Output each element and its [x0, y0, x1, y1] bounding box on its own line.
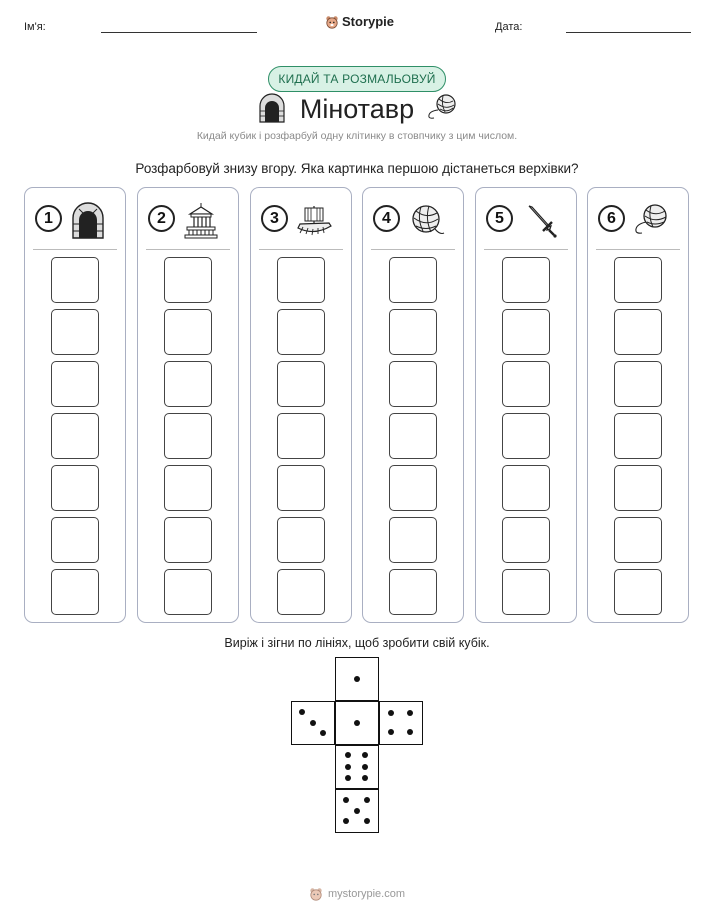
die-pip [345, 752, 351, 758]
color-cell[interactable] [51, 517, 99, 563]
column-number: 5 [486, 205, 513, 232]
die-pip [362, 752, 368, 758]
color-cell[interactable] [614, 309, 662, 355]
die-face-4 [379, 701, 423, 745]
die-face-1 [335, 701, 379, 745]
column-number: 3 [261, 205, 288, 232]
column-divider [146, 249, 230, 250]
brand-logo [325, 14, 394, 29]
column-divider [596, 249, 680, 250]
column-header [25, 188, 125, 250]
die-pip [364, 797, 370, 803]
cut-instruction: Виріж і зігни по лініях, щоб зробити свій кубік. [224, 636, 490, 650]
die-pip [345, 775, 351, 781]
color-cell[interactable] [277, 465, 325, 511]
color-cell[interactable] [389, 465, 437, 511]
die-pip [388, 729, 394, 735]
brand-name: Storypie [342, 14, 395, 29]
die-face-3 [291, 701, 335, 745]
color-cell[interactable] [51, 465, 99, 511]
color-cell[interactable] [389, 413, 437, 459]
color-cell[interactable] [277, 309, 325, 355]
die-pip [345, 764, 351, 770]
name-label: Ім'я: [24, 21, 46, 33]
die-pip [407, 710, 413, 716]
ancient-ship-icon [295, 201, 333, 239]
color-cell[interactable] [614, 465, 662, 511]
color-cell[interactable] [502, 361, 550, 407]
color-cell[interactable] [502, 413, 550, 459]
color-cell[interactable] [389, 309, 437, 355]
color-cell[interactable] [614, 517, 662, 563]
die-pip [320, 730, 326, 736]
column-2 [137, 187, 239, 623]
color-cell[interactable] [164, 465, 212, 511]
date-label: Дата: [495, 21, 523, 33]
column-4 [362, 187, 464, 623]
color-cell[interactable] [51, 309, 99, 355]
die-pip [299, 709, 305, 715]
die-pip [354, 676, 360, 682]
die-pip [362, 764, 368, 770]
footer-url: mystorypie.com [327, 888, 406, 900]
color-cell[interactable] [614, 569, 662, 615]
color-cell[interactable] [51, 257, 99, 303]
column-number: 4 [373, 205, 400, 232]
color-cell[interactable] [502, 465, 550, 511]
die-face-1 [335, 657, 379, 701]
page-subtitle: Кидай кубик і розфарбуй одну клітинку в стовпчику з цим числом. [196, 130, 518, 142]
name-line [101, 32, 257, 33]
color-cell[interactable] [502, 257, 550, 303]
column-number: 2 [148, 205, 175, 232]
date-line [566, 32, 691, 33]
die-pip [310, 720, 316, 726]
die-pip [343, 797, 349, 803]
yarn-ball-icon [407, 201, 445, 239]
color-cell[interactable] [164, 257, 212, 303]
column-header [476, 188, 576, 250]
page-title: Мінотавр [299, 94, 415, 124]
greek-temple-icon [182, 201, 220, 239]
die-pip [388, 710, 394, 716]
bear-icon [309, 887, 323, 901]
color-cell[interactable] [51, 569, 99, 615]
color-cell[interactable] [277, 517, 325, 563]
die-face-5 [335, 789, 379, 833]
color-cell[interactable] [614, 361, 662, 407]
color-cell[interactable] [389, 257, 437, 303]
column-header [138, 188, 238, 250]
color-cell[interactable] [277, 569, 325, 615]
column-number: 1 [35, 205, 62, 232]
column-divider [484, 249, 568, 250]
color-cell[interactable] [614, 413, 662, 459]
column-divider [371, 249, 455, 250]
column-header [588, 188, 688, 250]
bear-icon [325, 15, 339, 29]
column-divider [33, 249, 117, 250]
die-pip [354, 720, 360, 726]
die-pip [364, 818, 370, 824]
die-pip [362, 775, 368, 781]
color-cell[interactable] [277, 257, 325, 303]
color-cell[interactable] [614, 257, 662, 303]
column-header [363, 188, 463, 250]
instruction-text: Розфарбовуй знизу вгору. Яка картинка першою дістанеться верхівки? [135, 161, 579, 176]
color-cell[interactable] [502, 517, 550, 563]
column-6 [587, 187, 689, 623]
color-cell[interactable] [277, 413, 325, 459]
column-3 [250, 187, 352, 623]
color-cell[interactable] [389, 517, 437, 563]
color-cell[interactable] [51, 361, 99, 407]
activity-badge: КИДАЙ ТА РОЗМАЛЬОВУЙ [268, 66, 446, 92]
color-cell[interactable] [389, 569, 437, 615]
color-cell[interactable] [164, 361, 212, 407]
color-cell[interactable] [164, 309, 212, 355]
yarn-ball-thread-icon [632, 201, 670, 239]
stone-doorway-icon [69, 201, 107, 239]
color-cell[interactable] [164, 413, 212, 459]
die-pip [343, 818, 349, 824]
color-cell[interactable] [389, 361, 437, 407]
column-1 [24, 187, 126, 623]
color-cell[interactable] [164, 569, 212, 615]
die-pip [354, 808, 360, 814]
column-header [251, 188, 351, 250]
column-divider [259, 249, 343, 250]
color-cell[interactable] [164, 517, 212, 563]
color-cell[interactable] [502, 569, 550, 615]
color-cell[interactable] [502, 309, 550, 355]
color-cell[interactable] [277, 361, 325, 407]
column-number: 6 [598, 205, 625, 232]
die-pip [407, 729, 413, 735]
color-cell[interactable] [51, 413, 99, 459]
yarn-ball-thread-icon [425, 93, 457, 121]
die-face-6 [335, 745, 379, 789]
footer [0, 887, 714, 901]
sword-icon [520, 201, 558, 239]
column-5 [475, 187, 577, 623]
